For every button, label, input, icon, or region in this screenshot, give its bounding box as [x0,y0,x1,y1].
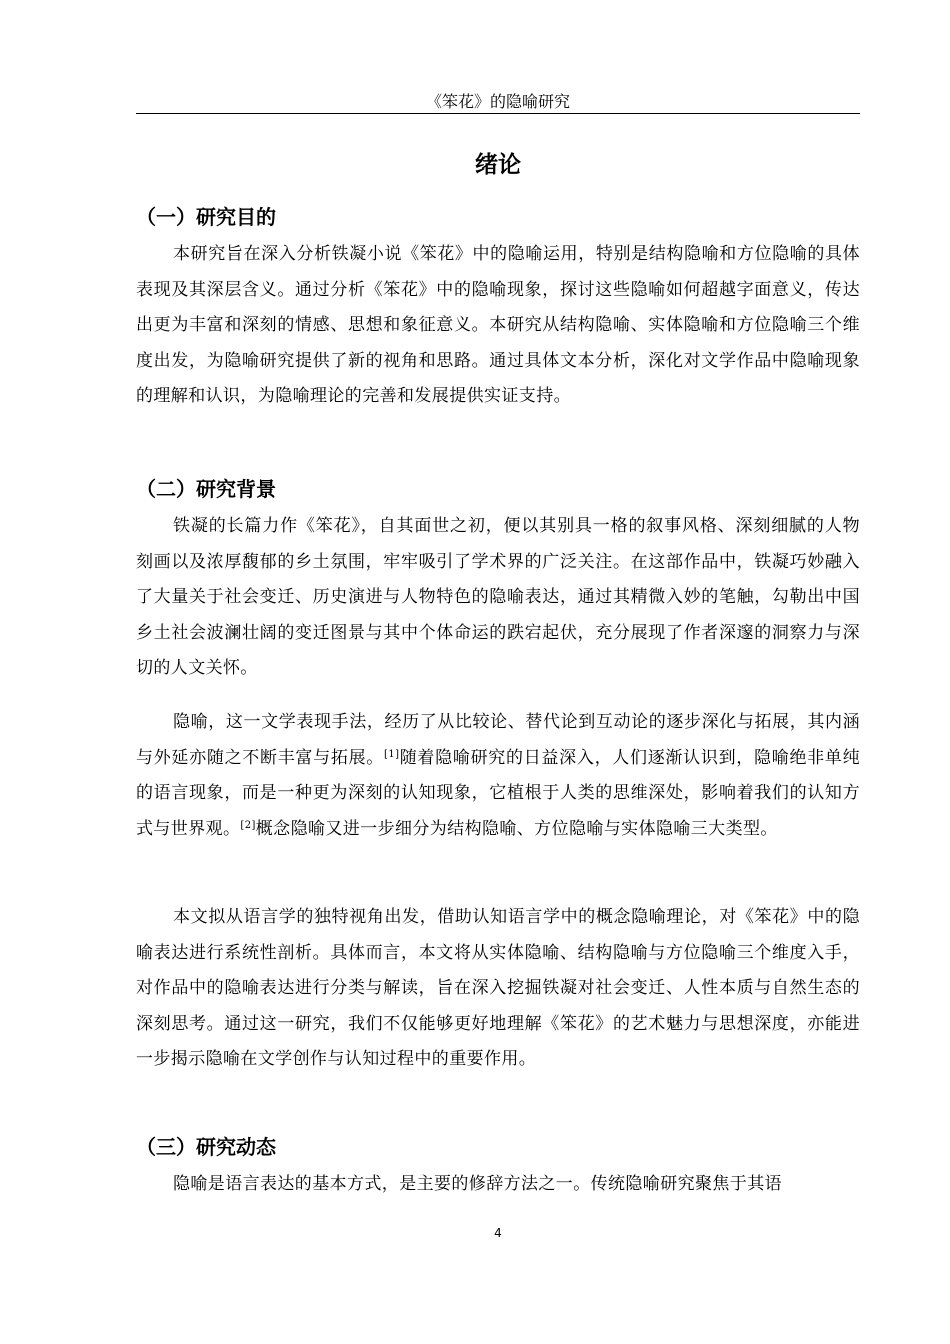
section-heading-trends: （三）研究动态 [136,1135,276,1159]
section-heading-background: （二）研究背景 [136,477,276,501]
paragraph-background-3: 本文拟从语言学的独特视角出发，借助认知语言学中的概念隐喻理论，对《笨花》中的隐喻表达进行系统性剖析。具体而言，本文将从实体隐喻、结构隐喻与方位隐喻三个维度入手，对作品中的隐喻表达进行分类与解读，旨在深入挖掘铁凝对社会变迁、人性本质与自然生态的深刻思考。通过这一研究，我们不仅能够更好地理解《笨花》的艺术魅力与思想深度，亦能进一步揭示隐喻在文学创作与认知过程中的重要作用。 [136,907,860,1070]
citation-ref: [2] [240,819,256,831]
paragraph-trends: 隐喻是语言表达的基本方式，是主要的修辞方法之一。传统隐喻研究聚焦于其语 [173,1174,782,1194]
text-segment: 概念隐喻又进一步细分为结构隐喻、方位隐喻与实体隐喻三大类型。 [255,818,778,839]
text-segment: 隐喻，这一文学表现手法，经历了从比较论、替代论到互动论的逐步深化与拓展，其内涵与外延亦随之不断丰富与拓展。 [136,712,860,768]
paragraph-background-2 [136,705,860,847]
section-heading-purpose: （一）研究目的 [136,205,276,229]
text-segment: 随着隐喻研究的日益深入，人们逐渐认识到，隐喻绝非单纯的语言现象，而是一种更为深刻的认知现象，它植根于人类的思维深处，影响着我们的认知方式与世界观。 [136,747,860,839]
citation-ref: [1] [384,748,400,760]
page-number: 4 [494,1226,502,1240]
running-header: 《笨花》的隐喻研究 [425,92,570,111]
chapter-title: 绪论 [475,152,521,178]
paragraph-background-1: 铁凝的长篇力作《笨花》，自其面世之初，便以其别具一格的叙事风格、深刻细腻的人物刻画以及浓厚馥郁的乡土氛围，牢牢吸引了学术界的广泛关注。在这部作品中，铁凝巧妙融入了大量关于社会变迁、历史演进与人物特色的隐喻表达，通过其精微入妙的笔触，勾勒出中国乡土社会波澜壮阔的变迁图景与其中个体命运的跌宕起伏，充分展现了作者深邃的洞察力与深切的人文关怀。 [136,516,860,679]
header-rule [136,113,860,114]
paragraph-purpose: 本研究旨在深入分析铁凝小说《笨花》中的隐喻运用，特别是结构隐喻和方位隐喻的具体表现及其深层含义。通过分析《笨花》中的隐喻现象，探讨这些隐喻如何超越字面意义，传达出更为丰富和深刻的情感、思想和象征意义。本研究从结构隐喻、实体隐喻和方位隐喻三个维度出发，为隐喻研究提供了新的视角和思路。通过具体文本分析，深化对文学作品中隐喻现象的理解和认识，为隐喻理论的完善和发展提供实证支持。 [136,244,860,407]
